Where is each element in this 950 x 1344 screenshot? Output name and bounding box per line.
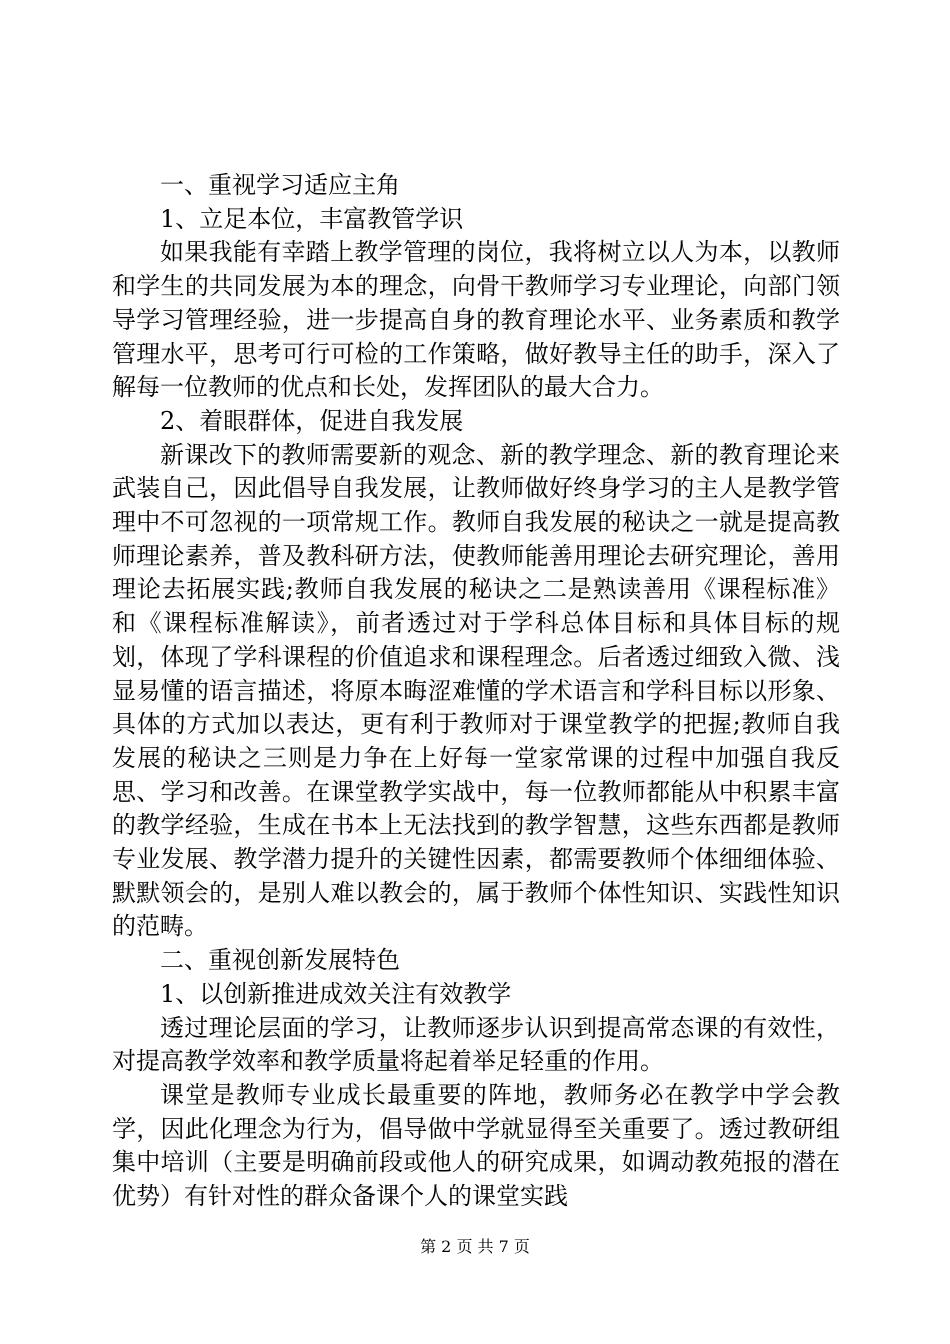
body-paragraph: 新课改下的教师需要新的观念、新的教学理念、新的教育理论来武装自己，因此倡导自我发展，让教师做好终身学习的主人是教学管理中不可忽视的一项常规工作。教师自我发展的秘诀之一就是提高教师理论素养，普及教科研方法，使教师能善用理论去研究理论，善用理论去拓展实践;教师自我发展的秘诀之二是熟读善用《课程标准》和《课程标准解读》，前者透过对于学科总体目标和具体目标的规划，体现了学科课程的价值追求和课程理念。后者透过细致入微、浅显易懂的语言描述，将原本晦涩难懂的学术语言和学科目标以形象、具体的方式加以表达，更有利于教师对于课堂教学的把握;教师自我发展的秘诀之三则是力争在上好每一堂家常课的过程中加强自我反思、学习和改善。在课堂教学实战中，每一位教师都能从中积累丰富的教学经验，生成在书本上无法找到的教学智慧，这些东西都是教师专业发展、教学潜力提升的关键性因素，都需要教师个体细细体验、默默领会的，是别人难以教会的，属于教师个体性知识、实践性知识的范畴。: [112, 440, 840, 941]
section-heading-2: 二、重视创新发展特色: [160, 946, 400, 975]
page-number-footer: 第 2 页 共 7 页: [420, 1237, 530, 1256]
subsection-heading-1-1: 1、立足本位，丰富教管学识: [160, 204, 464, 233]
section-heading-1: 一、重视学习适应主角: [160, 171, 400, 199]
subsection-heading-1-2: 2、着眼群体，促进自我发展: [160, 406, 464, 435]
document-body: [112, 169, 840, 1214]
body-paragraph: 如果我能有幸踏上教学管理的岗位，我将树立以人为本，以教师和学生的共同发展为本的理念，向骨干教师学习专业理论，向部门领导学习管理经验，进一步提高自身的教育理论水平、业务素质和教学管理水平，思考可行可检的工作策略，做好教导主任的助手，深入了解每一位教师的优点和长处，发挥团队的最大合力。: [112, 238, 840, 402]
subsection-heading-2-1: 1、以创新推进成效关注有效教学: [160, 979, 512, 1008]
body-paragraph: 透过理论层面的学习，让教师逐步认识到提高常态课的有效性，对提高教学效率和教学质量将起着举足轻重的作用。: [112, 1013, 840, 1076]
body-paragraph: 课堂是教师专业成长最重要的阵地，教师务必在教学中学会教学，因此化理念为行为，倡导做中学就显得至关重要了。透过教研组集中培训（主要是明确前段或他人的研究成果，如调动教苑报的潜在优势）有针对性的群众备课个人的课堂实践: [112, 1080, 840, 1211]
